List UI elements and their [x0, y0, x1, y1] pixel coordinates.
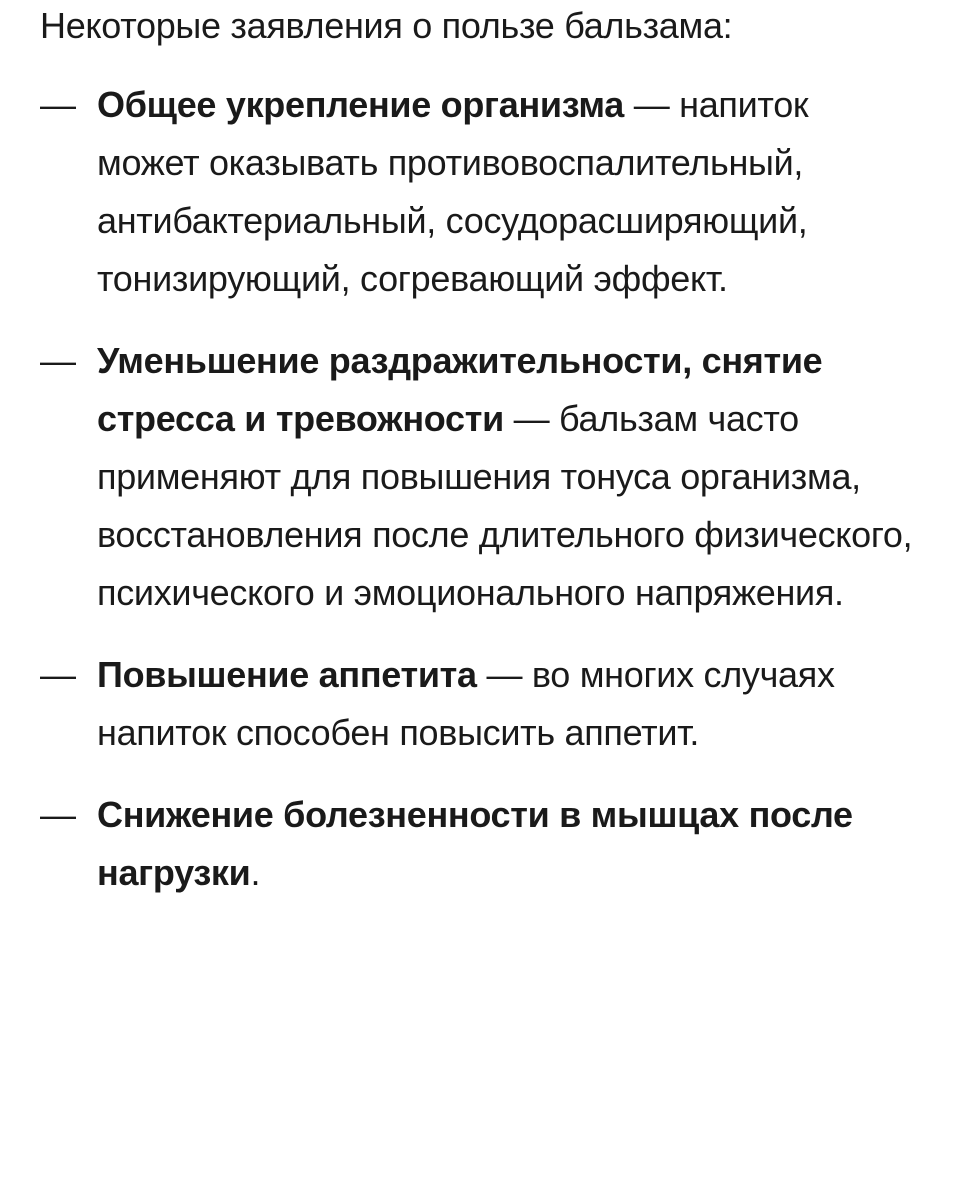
- intro-text: Некоторые заявления о пользе бальзама:: [40, 5, 733, 46]
- benefit-term: Общее укрепление организма: [97, 84, 625, 125]
- benefit-term: Снижение болезненности в мышцах после нагрузки: [97, 794, 853, 893]
- list-item: [40, 76, 915, 308]
- list-item: [40, 332, 915, 622]
- benefit-description: напиток может оказывать противовоспалительный, антибактериальный, сосудорасширяющий, тонизирующий, согревающий эффект.: [97, 84, 809, 299]
- list-item: [40, 646, 915, 762]
- benefit-term: Уменьшение раздражительности, снятие стресса и тревожности: [97, 340, 823, 439]
- list-dash: —: [40, 84, 76, 125]
- benefit-separator: —: [624, 84, 670, 125]
- benefit-term: Повышение аппетита: [97, 654, 477, 695]
- benefit-separator: .: [250, 852, 261, 893]
- list-item: [40, 786, 915, 902]
- list-dash: —: [40, 794, 76, 835]
- benefit-list: [40, 76, 915, 902]
- list-dash: —: [40, 340, 76, 381]
- benefit-separator: —: [503, 398, 550, 439]
- benefit-separator: —: [476, 654, 523, 695]
- list-dash: —: [40, 654, 76, 695]
- benefit-description: во многих случаях напиток способен повысить аппетит.: [97, 654, 835, 753]
- benefit-description: бальзам часто применяют для повышения тонуса организма, восстановления после длительного физического, психического и эмоционального напряжения.: [97, 398, 913, 613]
